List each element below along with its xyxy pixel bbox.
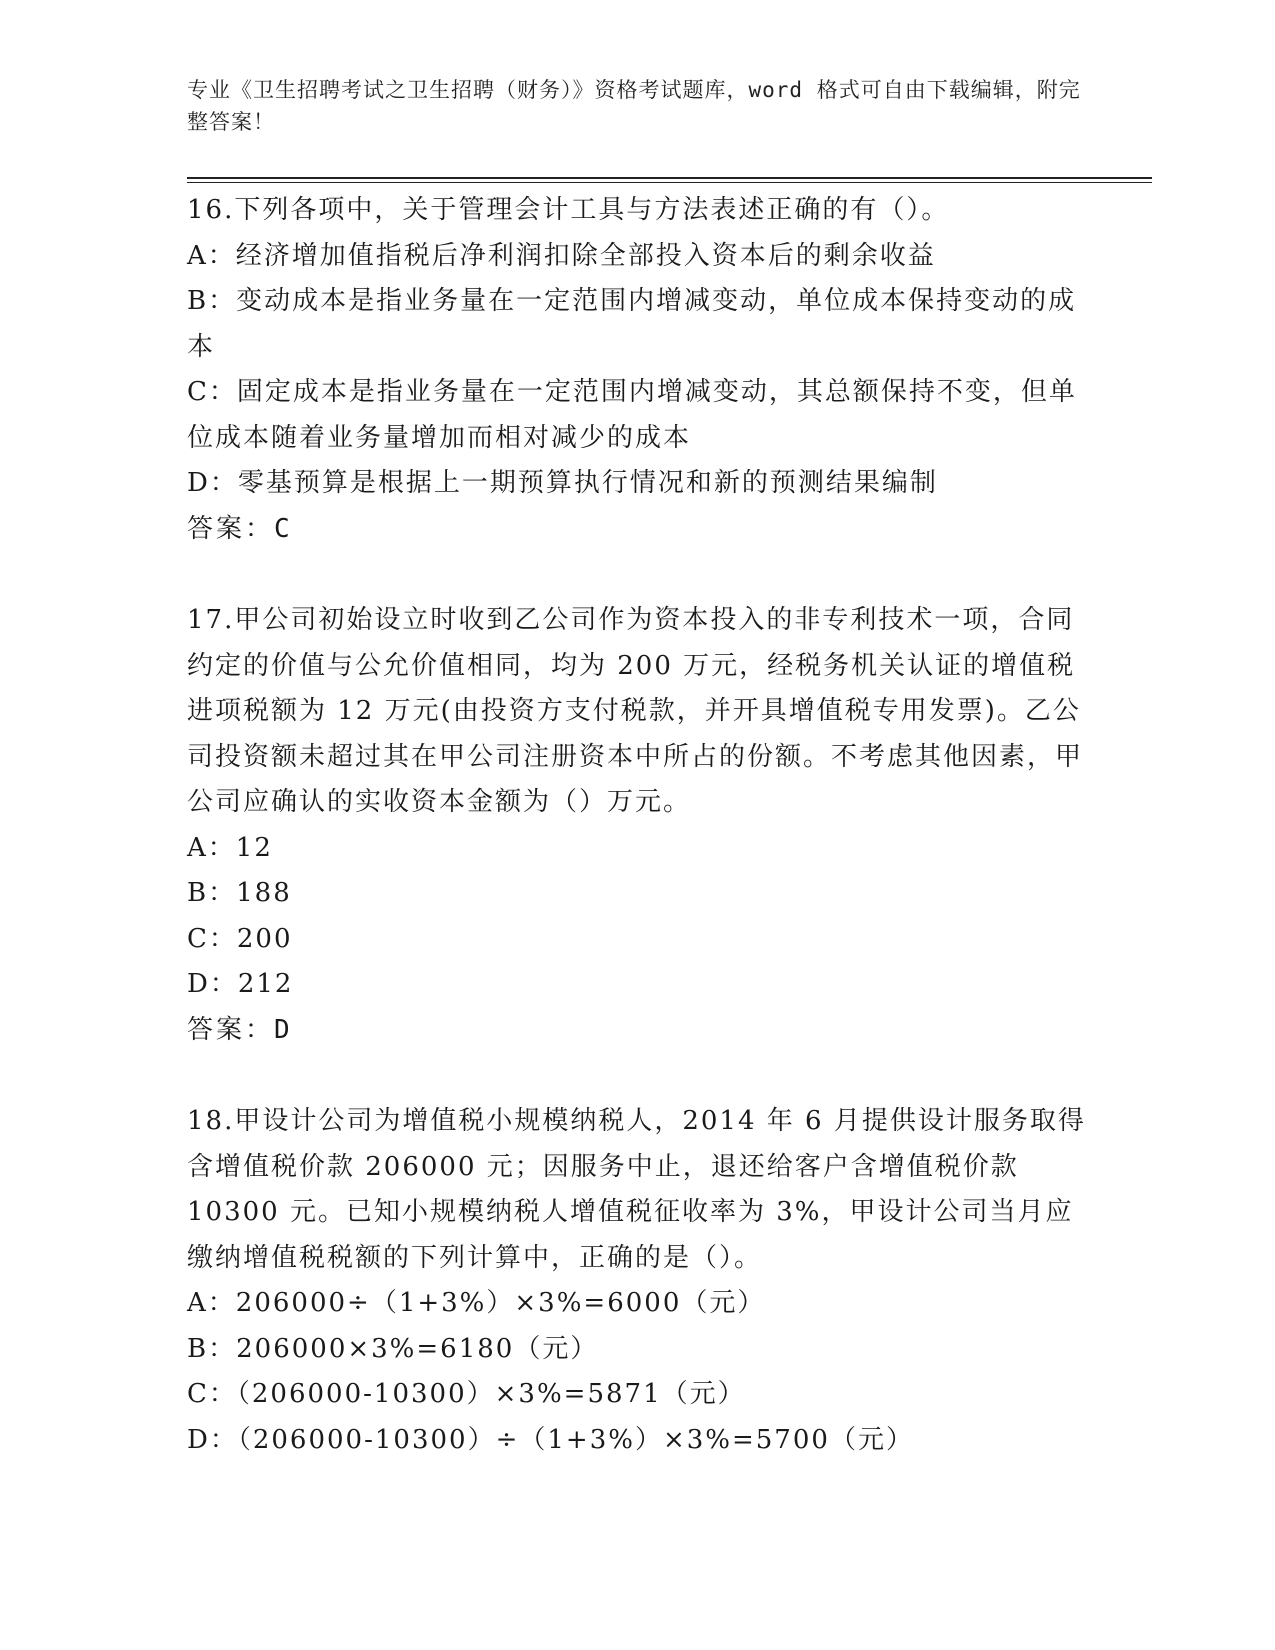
option-c: C：固定成本是指业务量在一定范围内增减变动，其总额保持不变，但单位成本随着业务量增加而相对减少的成本 xyxy=(187,377,1077,453)
option-d: D：零基预算是根据上一期预算执行情况和新的预测结果编制 xyxy=(187,468,938,498)
option-d: D：212 xyxy=(187,969,294,999)
header-divider-thick xyxy=(187,177,1152,179)
question-stem: 16.下列各项中，关于管理会计工具与方法表述正确的有（）。 xyxy=(187,195,950,225)
option-c: C：（206000-10300）×3%=5871（元） xyxy=(187,1379,746,1409)
question-17 xyxy=(187,598,1087,1053)
question-stem: 17.甲公司初始设立时收到乙公司作为资本投入的非专利技术一项，合同约定的价值与公允价值相同，均为 200 万元，经税务机关认证的增值税进项税额为 12 万元(由投资方支付税款，并开具增值税专用发票)。乙公司投资额未超过其在甲公司注册资本中所占的份额。不考虑其他因素，甲公司应确认的实收资本金额为（）万元。 xyxy=(187,605,1084,817)
option-a: A：经济增加值指税后净利润扣除全部投入资本后的剩余收益 xyxy=(187,240,936,271)
answer-text: 答案：D xyxy=(187,1014,293,1045)
option-b: B：206000×3%=6180（元） xyxy=(187,1333,599,1364)
question-16 xyxy=(187,188,1087,552)
answer-text: 答案：C xyxy=(187,513,293,544)
option-a: A：206000÷（1+3%）×3%=6000（元） xyxy=(187,1288,766,1318)
option-a: A：12 xyxy=(187,832,273,863)
question-stem: 18.甲设计公司为增值税小规模纳税人，2014 年 6 月提供设计服务取得含增值税价款 206000 元；因服务中止，退还给客户含增值税价款 10300 元。已知小规模纳税人增值税征收率为 3%，甲设计公司当月应缴纳增值税税额的下列计算中，正确的是（）。 xyxy=(187,1106,1086,1273)
document-header: 专业《卫生招聘考试之卫生招聘（财务）》资格考试题库，word 格式可自由下载编辑，附完整答案！ xyxy=(187,78,1081,134)
option-b: B：188 xyxy=(187,878,292,908)
question-list xyxy=(187,188,1087,1509)
option-c: C：200 xyxy=(187,923,293,954)
question-18 xyxy=(187,1099,1087,1463)
option-d: D：（206000-10300）÷（1+3%）×3%=5700（元） xyxy=(187,1424,914,1455)
option-b: B：变动成本是指业务量在一定范围内增减变动，单位成本保持变动的成本 xyxy=(187,286,1077,362)
header-divider-thin xyxy=(187,182,1152,183)
